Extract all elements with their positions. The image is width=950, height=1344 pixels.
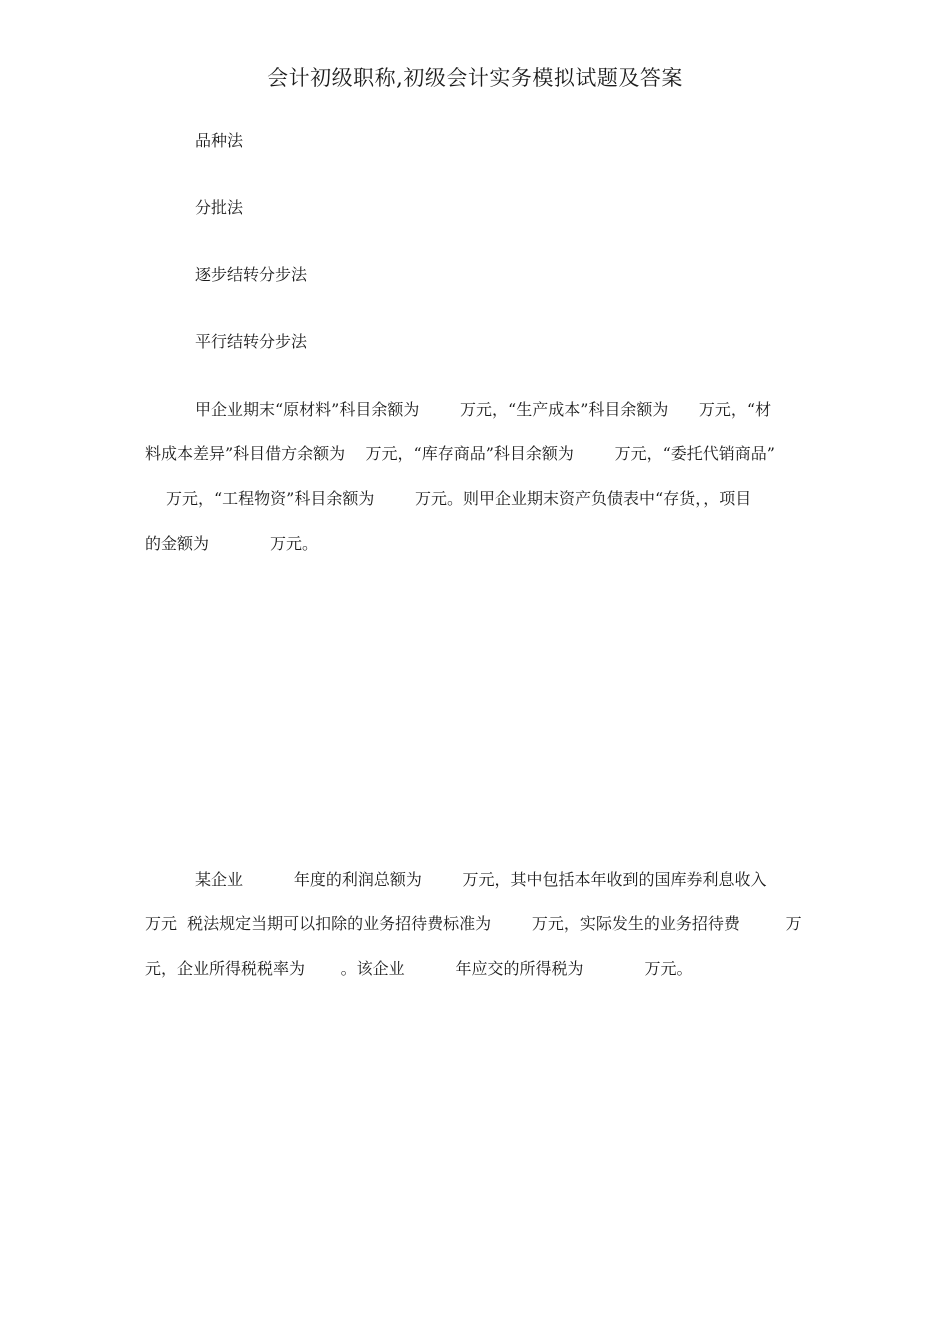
question-text-line: 甲企业期末“原材料”科目余额为 万元，“生产成本”科目余额为 万元，“材 <box>195 400 772 419</box>
answer-option-1: 品种法 <box>195 131 244 150</box>
answer-option-2: 分批法 <box>195 198 244 217</box>
question-text-line: 某企业 年度的利润总额为 万元，其中包括本年收到的国库券利息收入 <box>195 870 767 889</box>
question-text-line: 万元，“工程物资”科目余额为 万元。则甲企业期末资产负债表中“存货，，项目 <box>166 489 752 508</box>
page-title: 会计初级职称,初级会计实务模拟试题及答案 <box>267 66 683 90</box>
question-text-line: 的金额为 万元。 <box>145 534 319 553</box>
answer-option-3: 逐步结转分步法 <box>195 265 308 284</box>
question-text-line: 元，企业所得税税率为 。该企业 年应交的所得税为 万元。 <box>145 959 693 978</box>
question-text-line: 万元 税法规定当期可以扣除的业务招待费标准为 万元，实际发生的业务招待费 万 <box>145 914 802 933</box>
answer-option-4: 平行结转分步法 <box>195 332 308 351</box>
question-text-line: 料成本差异”科目借方余额为 万元，“库存商品”科目余额为 万元，“委托代销商品” <box>145 444 775 463</box>
